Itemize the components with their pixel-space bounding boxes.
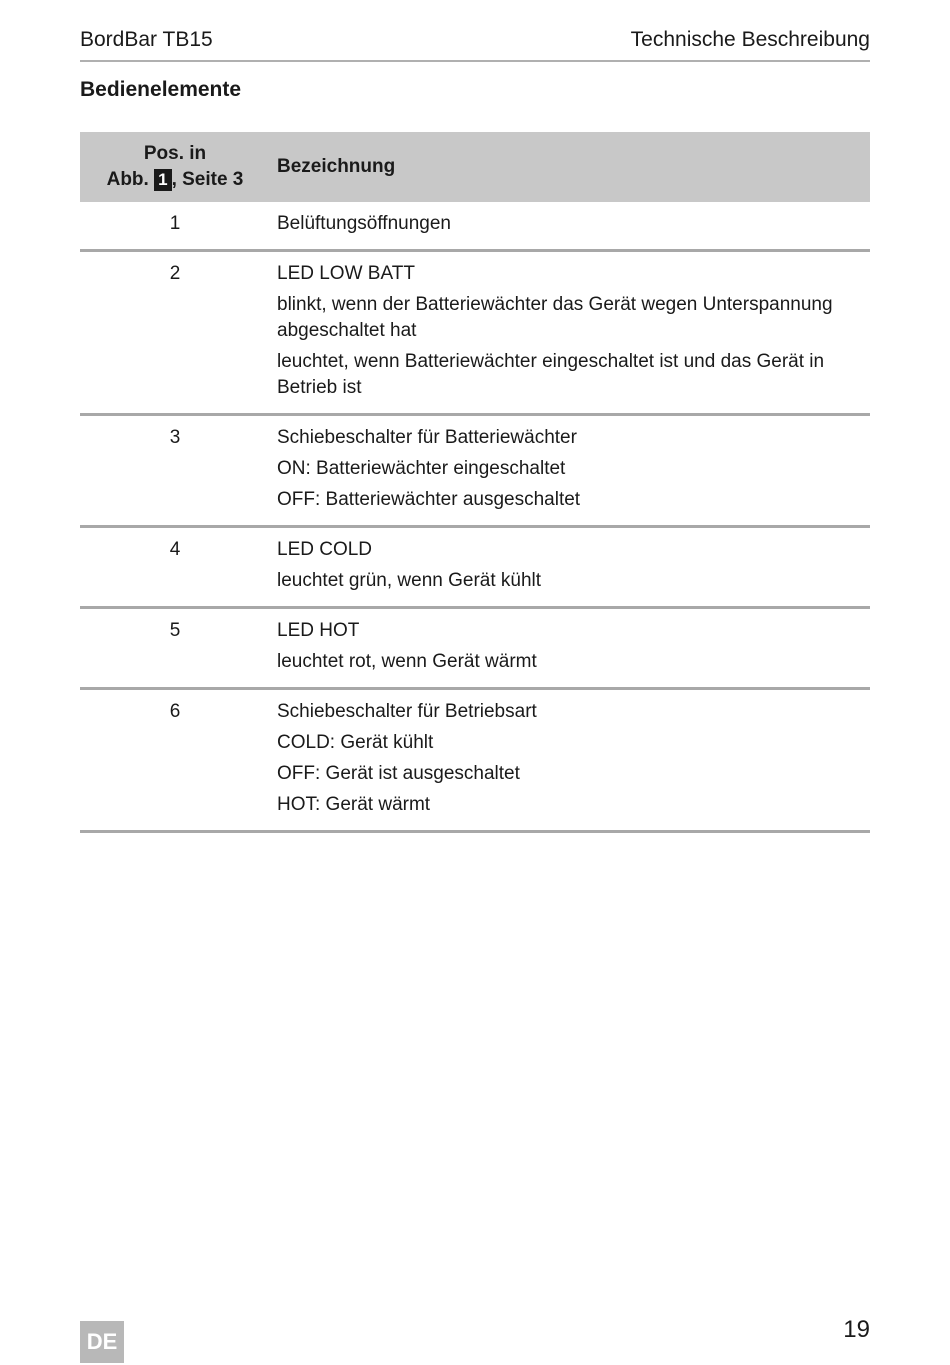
header-pos-label: Pos. in [143,143,207,164]
page-number: 19 [843,1316,870,1343]
row-position: 2 [169,263,181,284]
figure-number-badge: 1 [154,169,171,191]
table-row [80,690,870,833]
row-item-detail: ON: Batteriewächter eingeschaltet [277,458,566,479]
table-row [80,252,870,416]
row-item-detail: COLD: Gerät kühlt [277,732,434,753]
row-description [270,535,857,599]
row-position: 1 [169,213,181,234]
page-header [80,28,870,62]
row-item-name: LED HOT [277,620,360,641]
table-row [80,416,870,528]
row-item-detail: OFF: Batteriewächter ausgeschaltet [277,489,581,510]
row-item-name: Belüftungsöffnungen [277,213,451,234]
header-abb-label: Abb. [106,169,149,190]
row-description [270,259,857,406]
table-row [80,609,870,690]
table-row [80,202,870,252]
row-item-name: LED COLD [277,539,373,560]
row-description [270,209,857,242]
row-item-name: LED LOW BATT [277,263,415,284]
header-page-ref: , Seite 3 [171,169,244,190]
controls-table [80,132,870,833]
row-item-detail: blinkt, wenn der Batteriewächter das Gerät wegen Unterspannung abgeschaltet hat [277,294,833,341]
row-position: 6 [169,701,181,722]
row-description [270,697,857,823]
table-row [80,528,870,609]
row-description [270,616,857,680]
row-item-name: Schiebeschalter für Batteriewächter [277,427,577,448]
row-item-detail: leuchtet grün, wenn Gerät kühlt [277,570,542,591]
language-badge: DE [80,1321,124,1363]
row-item-detail: OFF: Gerät ist ausgeschaltet [277,763,520,784]
row-item-detail: leuchtet rot, wenn Gerät wärmt [277,651,537,672]
header-section-name: Technische Beschreibung [630,28,870,51]
row-description [270,423,857,518]
header-position-column [80,141,270,193]
row-position: 5 [169,620,181,641]
section-title: Bedienelemente [80,78,242,101]
row-item-detail: HOT: Gerät wärmt [277,794,431,815]
table-body [80,202,870,833]
row-item-detail: leuchtet, wenn Batteriewächter eingeschaltet ist und das Gerät in Betrieb ist [277,351,825,398]
header-product-name: BordBar TB15 [80,28,213,51]
row-position: 4 [169,539,181,560]
row-position: 3 [169,427,181,448]
row-item-name: Schiebeschalter für Betriebsart [277,701,537,722]
header-figure-ref [80,167,270,193]
table-header [80,132,870,202]
header-designation-column: Bezeichnung [277,156,396,177]
